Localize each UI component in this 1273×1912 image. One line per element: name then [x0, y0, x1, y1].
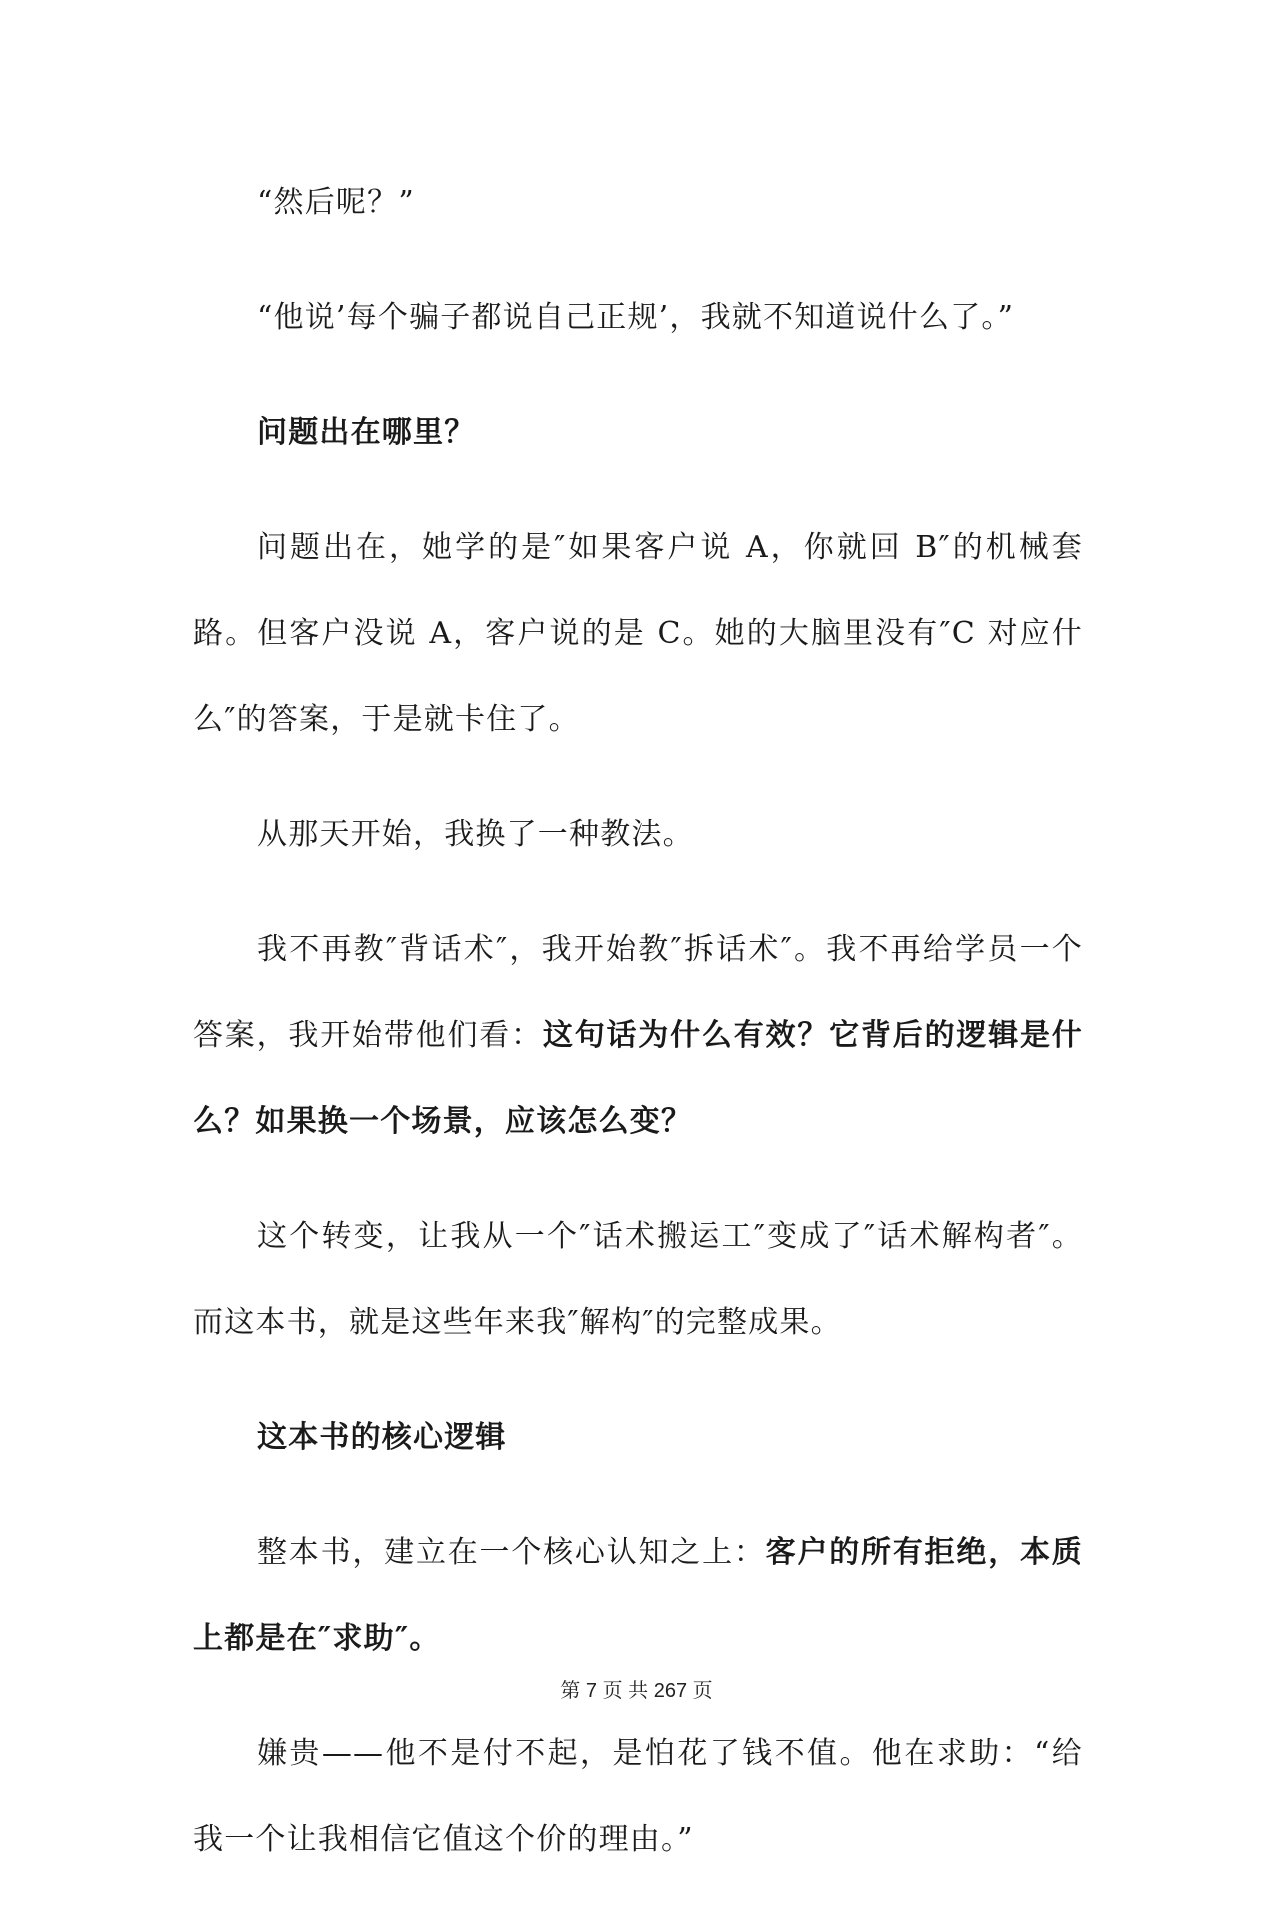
text-segment: 嫌贵——他不是付不起，是怕花了钱不值。他在求助：“给我一个让我相信它值这个价的理由。” [193, 1736, 1083, 1857]
paragraph-6 [193, 907, 1083, 1165]
page-body [193, 160, 1083, 1912]
section-heading-problem [193, 390, 1083, 476]
paragraph-5 [193, 792, 1083, 878]
paragraph-10 [193, 1711, 1083, 1883]
text-segment: “他说’每个骗子都说自己正规’，我就不知道说什么了。” [257, 300, 1015, 335]
text-segment: “然后呢？” [257, 185, 415, 220]
page-number-footer: 第 7 页 共 267 页 [560, 1680, 713, 1702]
text-segment: 问题出在哪里？ [257, 415, 476, 450]
paragraph-7 [193, 1194, 1083, 1366]
text-segment: 问题出在，她学的是″如果客户说 A，你就回 B″的机械套路。但客户没说 A，客户说的是 C。她的大脑里没有″C 对应什么″的答案，于是就卡住了。 [193, 530, 1083, 737]
paragraph-1 [193, 160, 1083, 246]
paragraph-4 [193, 505, 1083, 763]
bold-text-segment: 客户的所有拒绝，本质上都是在″求助″。 [193, 1535, 1083, 1656]
paragraph-2 [193, 275, 1083, 361]
paragraph-9 [193, 1510, 1083, 1682]
text-segment: 我不再教″背话术″，我开始教″拆话术″。我不再给学员一个答案，我开始带他们看： [193, 932, 1083, 1053]
text-segment: 这本书的核心逻辑 [257, 1420, 507, 1455]
text-segment: 这个转变，让我从一个″话术搬运工″变成了″话术解构者″。而这本书，就是这些年来我″解构″的完整成果。 [193, 1219, 1083, 1340]
text-segment: 从那天开始，我换了一种教法。 [257, 817, 694, 852]
section-heading-core-logic [193, 1395, 1083, 1481]
text-segment: 整本书，建立在一个核心认知之上： [257, 1535, 766, 1570]
bold-text-segment: 这句话为什么有效？它背后的逻辑是什么？如果换一个场景，应该怎么变？ [193, 1018, 1084, 1139]
